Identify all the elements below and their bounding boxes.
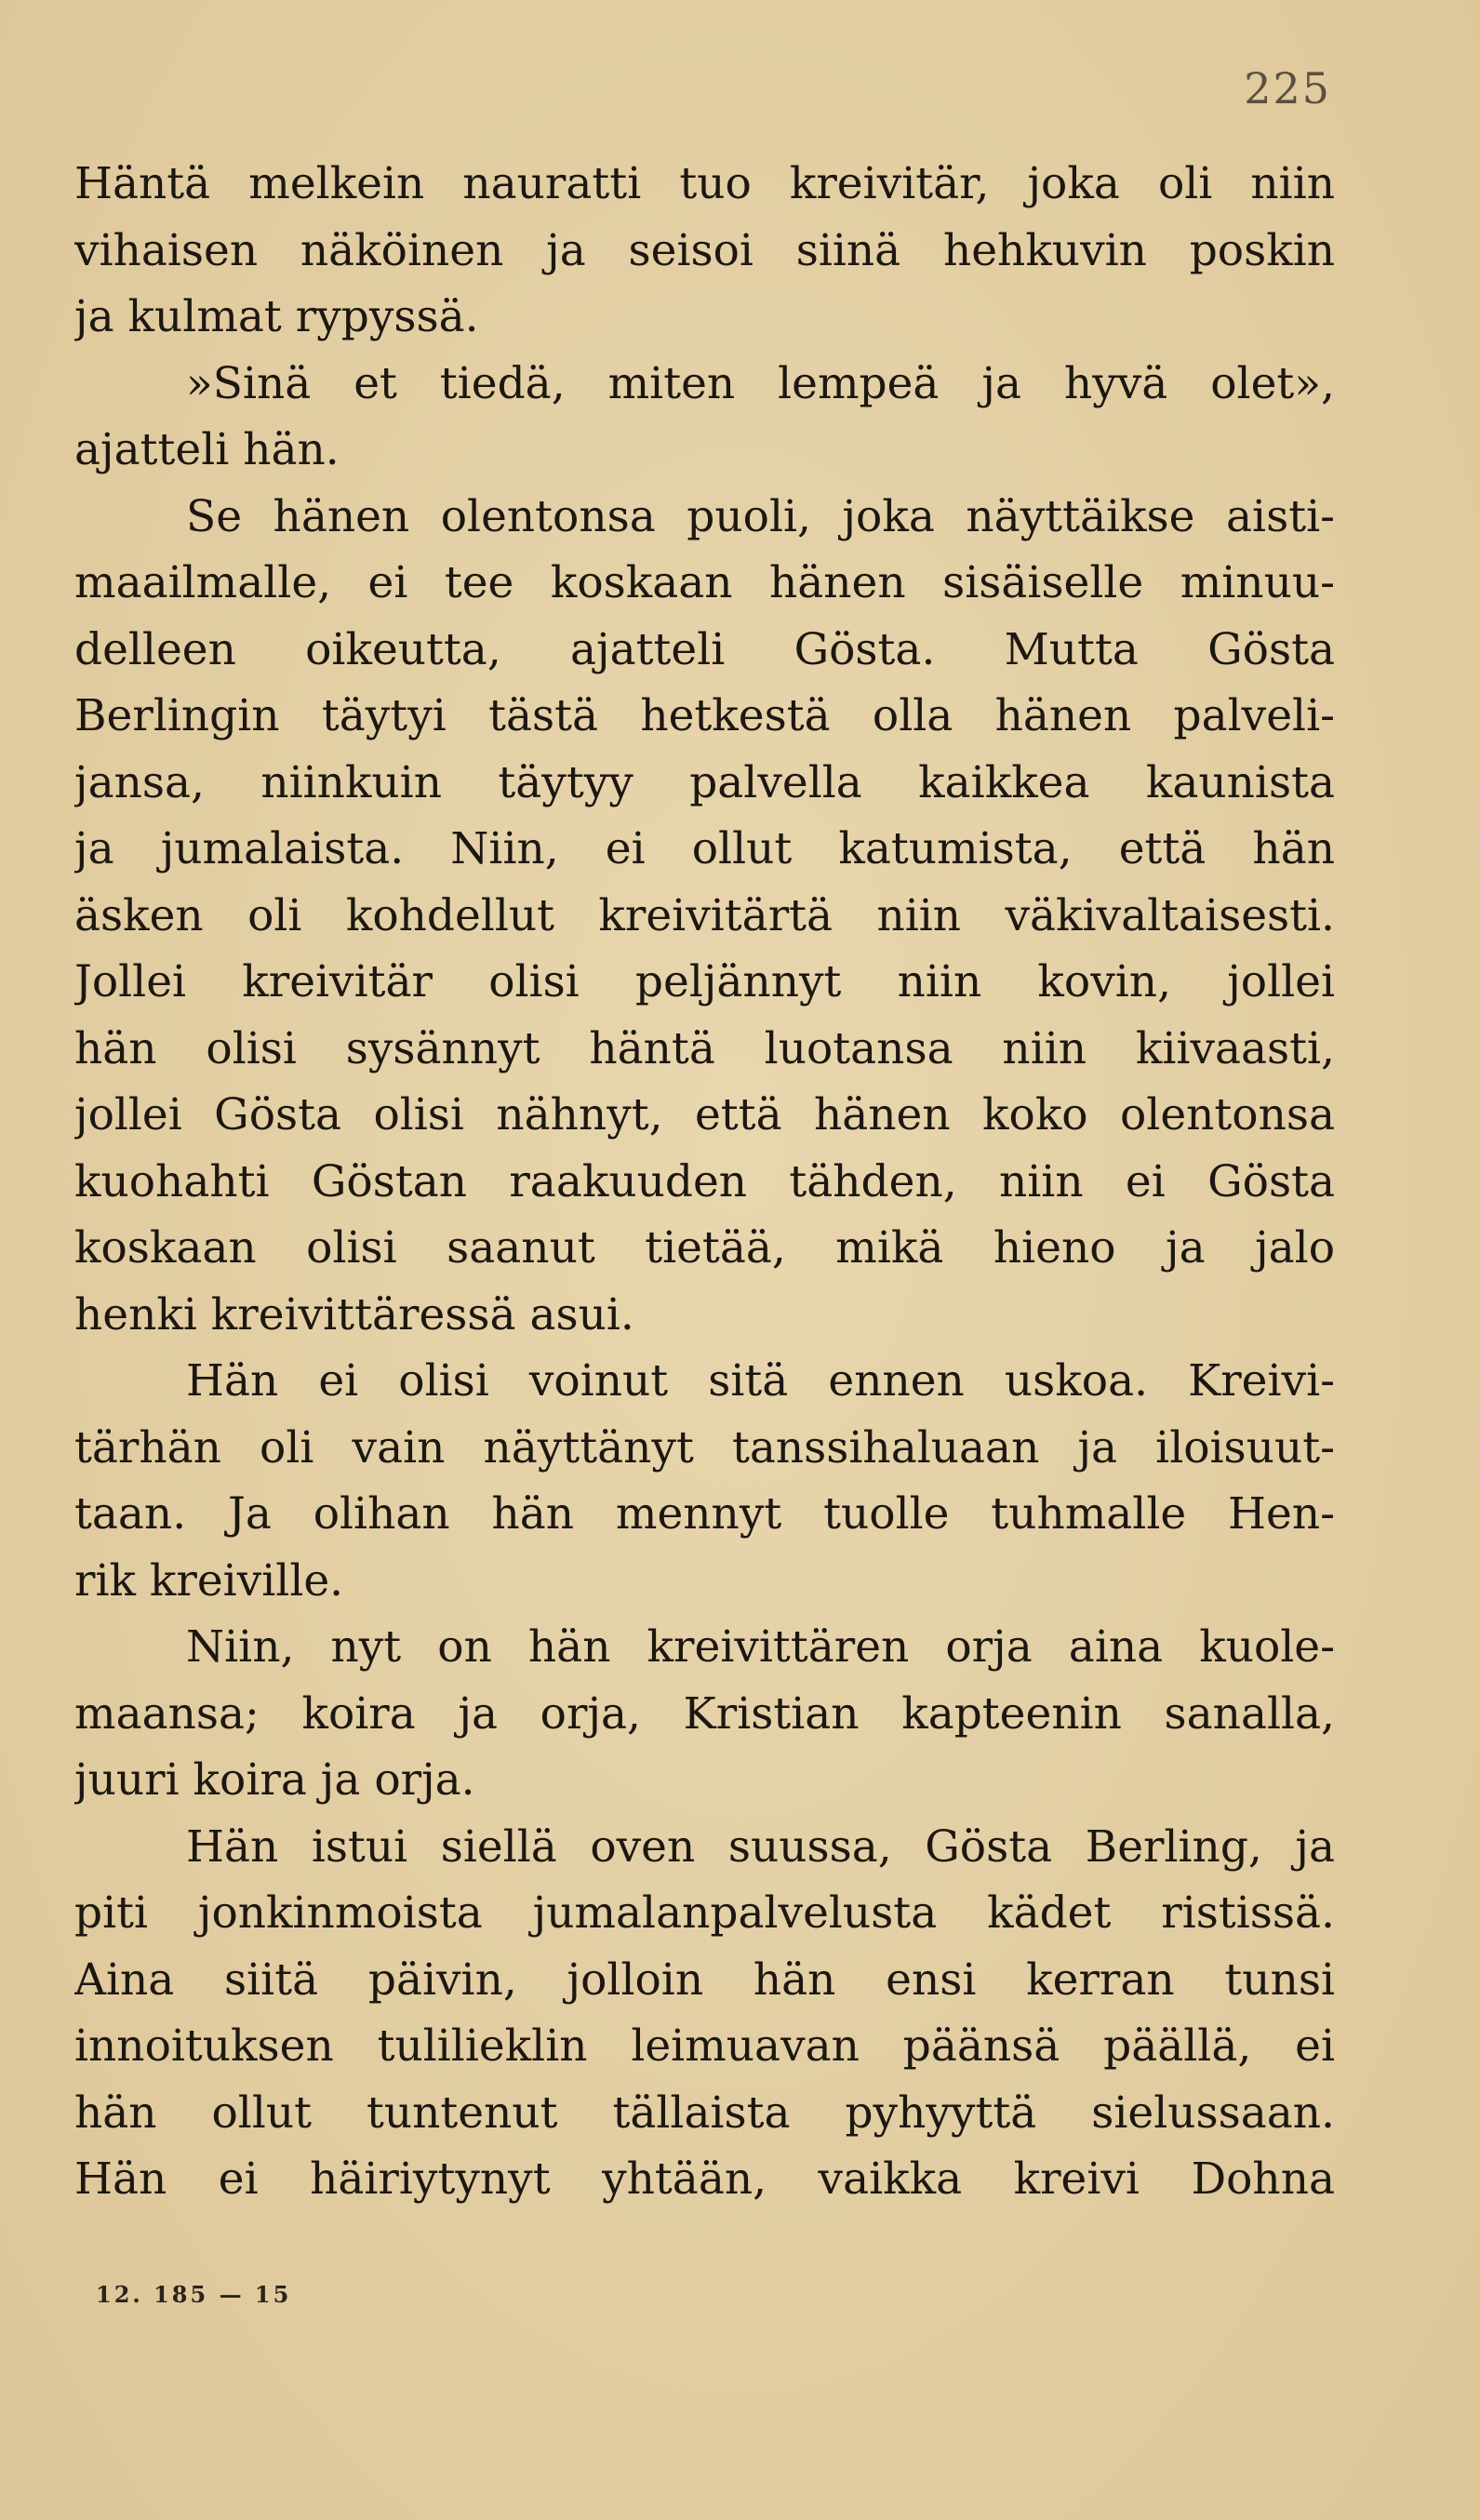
page-number: 225 (1244, 63, 1331, 113)
text-line: Hän ei häiriytynyt yhtään, vaikka kreivi Dohna (74, 2153, 1335, 2205)
text-line: taan. Ja olihan hän mennyt tuolle tuhmalle Hen- (74, 1488, 1335, 1540)
text-line: tärhän oli vain näyttänyt tanssihaluaan ja iloisuut- (74, 1421, 1335, 1473)
text-line: piti jonkinmoista jumalanpalvelusta kädet ristissä. (74, 1887, 1335, 1939)
text-line: Berlingin täytyi tästä hetkestä olla hänen palveli- (74, 690, 1335, 741)
text-line: »Sinä et tiedä, miten lempeä ja hyvä olet», (186, 357, 1335, 409)
text-line: Häntä melkein nauratti tuo kreivitär, joka oli niin (74, 158, 1335, 209)
text-line: Hän istui siellä oven suussa, Gösta Berling, ja (186, 1820, 1335, 1873)
text-line: kuohahti Göstan raakuuden tähden, niin ei Gösta (74, 1155, 1335, 1207)
text-line: innoituksen tulilieklin leimuavan päänsä päällä, ei (74, 2020, 1335, 2072)
text-line: koskaan olisi saanut tietää, mikä hieno ja jalo (74, 1222, 1335, 1273)
text-line: vihaisen näköinen ja seisoi siinä hehkuvin poskin (74, 224, 1335, 276)
text-line: rik kreiville. (74, 1554, 344, 1607)
text-line: ajatteli hän. (74, 424, 340, 475)
text-line: äsken oli kohdellut kreivitärtä niin väkivaltaisesti. (74, 889, 1335, 941)
text-line: jansa, niinkuin täytyy palvella kaikkea kaunista (74, 756, 1335, 808)
body-text (74, 151, 1335, 2213)
text-line: Niin, nyt on hän kreivittären orja aina kuole- (186, 1621, 1335, 1673)
text-line: Hän ei olisi voinut sitä ennen uskoa. Kreivi- (186, 1355, 1335, 1407)
text-line: Jollei kreivitär olisi peljännyt niin kovin, jollei (74, 956, 1335, 1007)
text-line: hän ollut tuntenut tällaista pyhyyttä sielussaan. (74, 2087, 1335, 2139)
text-line: henki kreivittäressä asui. (74, 1288, 634, 1340)
text-line: hän olisi sysännyt häntä luotansa niin kiivaasti, (74, 1022, 1335, 1074)
text-line: delleen oikeutta, ajatteli Gösta. Mutta Gösta (74, 623, 1335, 675)
text-line: maailmalle, ei tee koskaan hänen sisäiselle minuu- (74, 557, 1335, 608)
text-line: ja jumalaista. Niin, ei ollut katumista, että hän (74, 823, 1335, 874)
text-line: ja kulmat rypyssä. (74, 291, 479, 342)
text-line: jollei Gösta olisi nähnyt, että hänen koko olentonsa (74, 1089, 1335, 1140)
text-line: juuri koira ja orja. (74, 1754, 475, 1806)
text-line: maansa; koira ja orja, Kristian kapteenin sanalla, (74, 1687, 1335, 1740)
printer-signature: 12. 185 — 15 (96, 2281, 292, 2308)
text-line: Aina siitä päivin, jolloin hän ensi kerran tunsi (74, 1953, 1335, 2006)
text-line: Se hänen olentonsa puoli, joka näyttäikse aisti- (186, 490, 1335, 542)
